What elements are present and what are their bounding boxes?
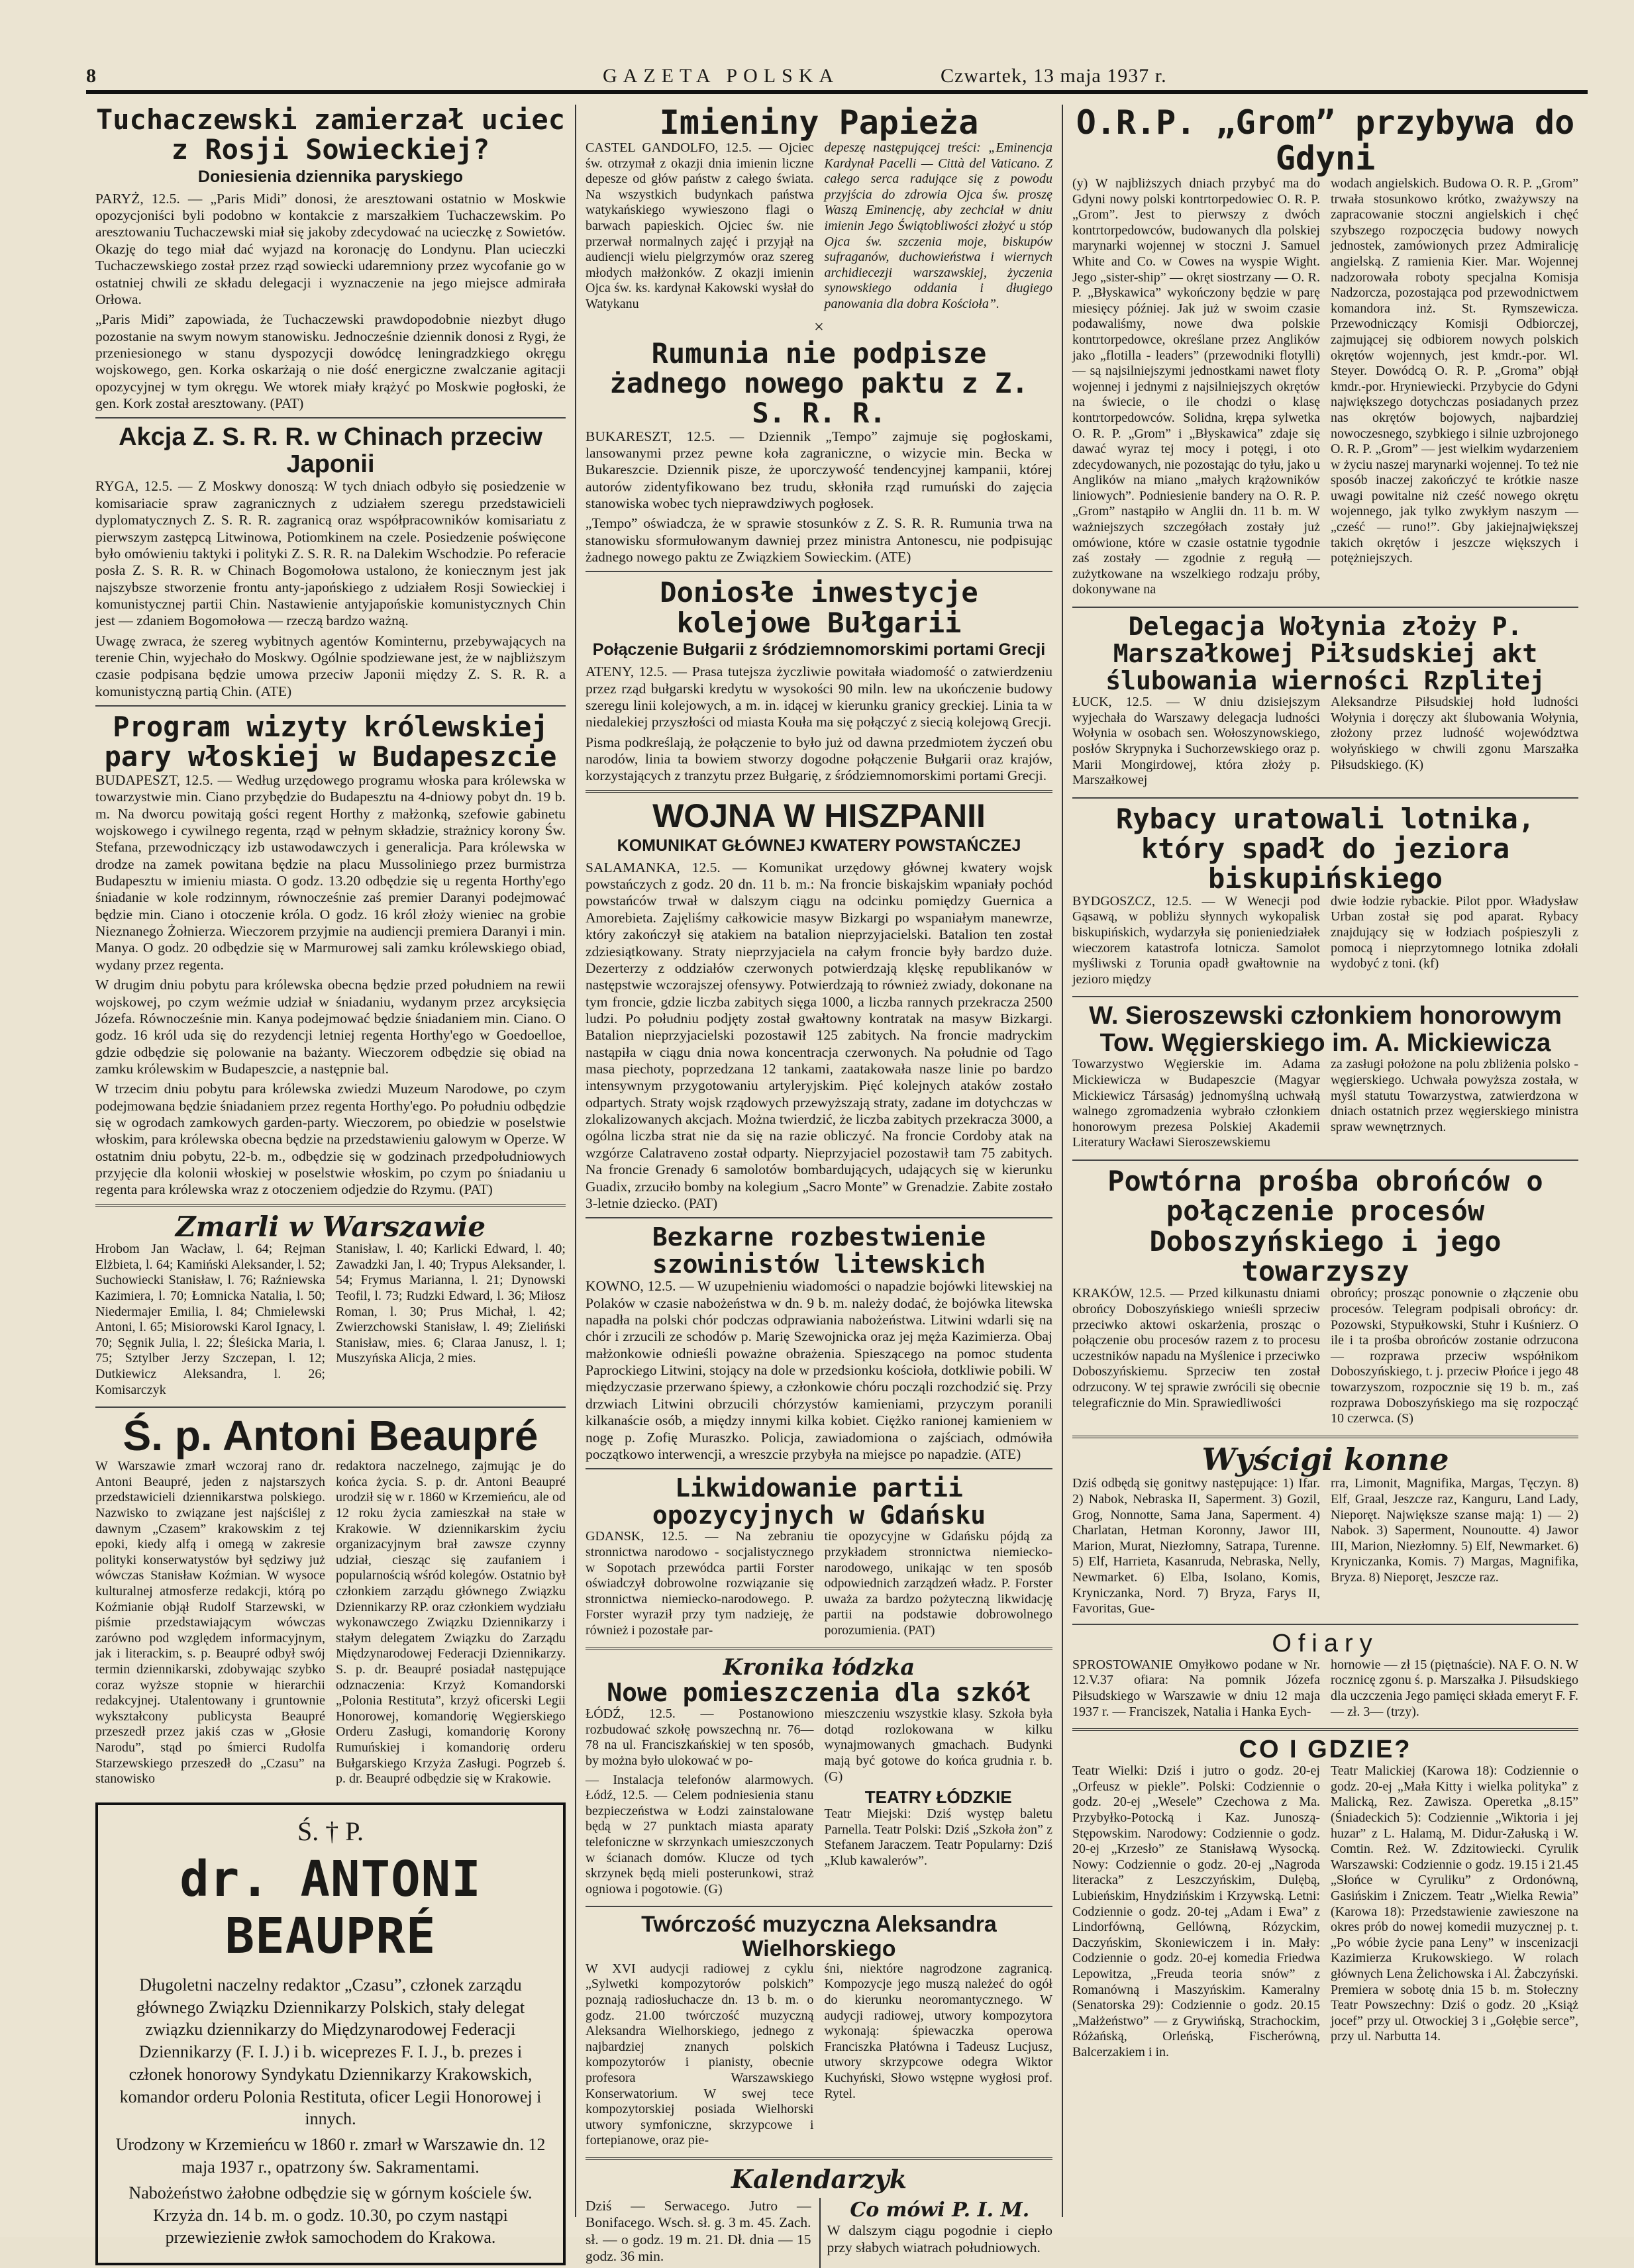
calendar-box bbox=[586, 2198, 1052, 2268]
article-subheadline: Połączenie Bułgarii z śródziemnomorskimi portami Grecji bbox=[592, 640, 1046, 660]
donation-text: hornowie — zł 15 (piętnaście). NA F. O. N. W rocznicę zgonu ś. p. Marszałka J. Piłsudskiego dla uczczenia Jego pamięci składa emeryt F. F. — zł. 3— (trzy). bbox=[1331, 1657, 1578, 1719]
divider bbox=[1072, 1728, 1578, 1731]
article-paragraph: za zasługi położone na polu zbliżenia polsko - węgierskiego. Uchwała powyższa została, w myśl statutu Towarzystwa, zatwierdzona w dniach ostatnich przez węgierskiego ministra spraw wewnętrznych. bbox=[1331, 1057, 1578, 1134]
weather-text: W dalszym ciągu pogodnie i ciepło przy słabych wiatrach południowych. bbox=[827, 2222, 1052, 2255]
divider bbox=[1072, 1159, 1578, 1161]
article-paragraph: Towarzystwo Węgierskie im. Adama Mickiewicza w Budapeszcie (Magyar Mickiewicz Társaság) jednomyślną uchwałą walnego zgromadzenia wybrało członkiem honorowym prezesa Polskiej Akademii Literatury Wacławi Sieroszewskiemu bbox=[1072, 1057, 1320, 1150]
article-paragraph: Aleksandrze Piłsudskiej hołd ludności Wołynia i doręczy akt ślubowania Wołynia, złożony przez ludność województwa wołyńskiego w chwili zgonu Marszałka Piłsudskiego. (K) bbox=[1331, 695, 1578, 772]
article-paragraph: BYDGOSZCZ, 12.5. — W Wenecji pod Gąsawą, w pobliżu słynnych wykopalisk biskupińskich, wydarzyła się ponieniedziałek wieczorem katastrofa lotnicza. Samolot myśliwski z Torunia opadł gwałtownie na jezioro między bbox=[1072, 893, 1320, 987]
article-headline: Nowe pomieszczenia dla szkół bbox=[607, 1678, 1031, 1708]
weather-heading: Co mówi P. I. M. bbox=[850, 2198, 1030, 2222]
article-body bbox=[586, 1961, 1052, 2152]
article-paragraph: KRAKÓW, 12.5. — Przed kilkunastu dniami obrońcy Doboszyńskiego wnieśli sprzeciw przeciwko aktowi oskarżenia, prosząc o połączenie obu procesów razem z to procesu uczestników napadu na Myślenice i przeciwko Doboszyńskiemu. Sprzeciw ten został odrzucony. W tej sprawie zwrócili się obecnie telegraficznie do Min. Sprawiedliwości bbox=[1072, 1286, 1320, 1410]
article-headline: Rumunia nie podpisze żadnego nowego paktu z Z. S. R. R. bbox=[609, 336, 1029, 430]
article-body bbox=[1072, 1286, 1578, 1430]
article-paragraph: ATENY, 12.5. — Prasa tutejsza życzliwie powitała wiadomość o zatwierdzeniu przez rząd bułgarski kredytu w wysokości 90 miln. lew na ukończenie budowy szeregu linii kolejowych, a m. in. idącej w kierunku granicy greckiej. Linia ta w niedalekiej przyszłości od miasta Kouła ma się połączyć z siecią kolejową Grecji. bbox=[586, 664, 1052, 730]
article-headline: O.R.P. „Grom” przybywa do Gdyni bbox=[1076, 103, 1575, 177]
article-headline: Doniosłe inwestycje kolejowe Bułgarii bbox=[660, 576, 978, 639]
race-list bbox=[1072, 1476, 1578, 1618]
article-headline: Twórczość muzyczna Aleksandra Wielhorskiego bbox=[641, 1912, 997, 1962]
article-paragraph: depeszę następującej treści: „Eminencja Kardynał Pacelli — Città del Vaticano. Z całego serca radujące się z powodu przyjścia do zdrowia Ojca św. proszę Waszą Eminencję, aby zechciał w dniu imienin Jego Świątobliwości złożyć u stóp Ojca św. szczenia moje, biskupów sufraganów, duchowieństwa i wiernych archidiecezji warszawskiej, życzenia synowskiego oddania i długiego panowania dla dobra Kościoła”. bbox=[824, 140, 1052, 311]
article-headline: Program wizyty królewskiej pary włoskiej w Budapeszcie bbox=[104, 711, 557, 773]
article-body bbox=[586, 1529, 1052, 1642]
article-paragraph: śni, niektóre nagrodzone zagranicą. Kompozycje jego muszą należeć do ogół do kierunku neoromantycznego. W audycji radiowej, utwory kompozytora wykonają: śpiewaczka operowa Franciszka Płatówna i Tadeusz Lucjusz, utwory skrzypcowe odegra Wiktor Kuchyński, Słowo wstępne wygłosi prof. Rytel. bbox=[824, 1961, 1052, 2101]
masthead bbox=[86, 65, 1588, 89]
section-heading: CO I GDZIE? bbox=[1239, 1736, 1412, 1764]
deceased-name: dr. ANTONI BEAUPRÉ bbox=[179, 1850, 482, 1965]
section-heading: Zmarli w Warszawie bbox=[175, 1210, 486, 1243]
obituary-notice bbox=[95, 1802, 566, 2266]
divider bbox=[586, 2157, 1052, 2160]
article-headline: Imieniny Papieża bbox=[659, 103, 979, 142]
article-paragraph: dwie łodzie rybackie. Pilot ppor. Władysław Urban został się pod aparat. Rybacy znajdujący się w łodziach pośpieszyli z pomocą i nieprzytomnego lotnika zdołali wydobyć z toni. (kf) bbox=[1331, 893, 1578, 971]
obituary-column: Stanisław, l. 40; Karlicki Edward, l. 40; Zawadzki Jan, l. 40; Trypus Aleksander, l. 54; Frymus Marianna, l. 21; Dynowski Teofil, l. 73; Rudzki Edward, l. 36; Miłosz Roman, l. 30; Prus Michał, l. 42; Zwierzchowski Stanisław, l. 49; Zieliński Stanisław, mies. 6; Claraa Janusz, l. 1; Muszyńska Alicja, 2 mies. bbox=[336, 1242, 566, 1366]
columns bbox=[86, 103, 1588, 2265]
article-headline: Ś. p. Antoni Beaupré bbox=[123, 1412, 538, 1460]
article-paragraph: wodach angielskich. Budowa O. R. P. „Grom” trwała stosunkowo krótko, zważywszy na zapracowanie stoczni angielskich i chęć szybszego rozpoczęcia budowy nowych jednostek, zamówionych przez Admiralicję angielską. Z ramienia Kier. Mar. Wojennej nadzorowała roboty specjalna Komisja Nadzorcza, pozostająca pod przewodnictwem komandora inż. St. Rymszewicza. Przewodniczący Komisji Odbiorczej, zajmującej się odbiorem nowych polskich okrętów wojennych, jest kmdr.-por. Wl. Steyer. Dowódcą O. R. P. „Groma” objął kmdr.-por. Hryniewiecki. Przybycie do Gdyni największego dotychczas posiadanych przez nas okrętów bojowych, najbardziej nowoczesnego, szybkiego i silnie uzbrojonego O. R. P. „Grom” — jest wielkim wydarzeniem w życiu naszej marynarki wojennej. To też nie sposób inaczej zakończyć te krótkie nasze uwagi powitalne niż cześć nowego okrętu wojennego, jak tylko zwykłym naszym — „cześć — runo!”. Gby jakiejnajwiększej takich okrętów i jeszcze większych i potężniejszych. bbox=[1331, 176, 1578, 566]
divider bbox=[586, 1217, 1052, 1218]
theatre-listing: Teatr Miejski: Dziś występ baletu Parnella. Teatr Polski: Dziś „Szkoła żon” z Stefanem Jaraczem. Teatr Popularny: Dziś „Klub kawalerów”. bbox=[824, 1806, 1052, 1869]
notice-paragraph: Długoletni naczelny redaktor „Czasu”, członek zarządu głównego Związku Dziennikarzy Polskich, stały delegat związku dziennikarzy do Międzynarodowej Federacji Dziennikarzy (F. I. J.) i b. wiceprezes F. I. J., b. prezes i członek honorowy Syndykatu Dziennikarzy Krakowskich, komandor orderu Polonia Restituta, oficer Legii Honorowej i innych. bbox=[119, 1975, 542, 2129]
divider bbox=[586, 571, 1052, 572]
article-body bbox=[1072, 176, 1578, 601]
article-paragraph: W drugim dniu pobytu para królewska obecna będzie przed południem na rewii wojskowej, po czym weźmie udział w śniadaniu, wydanym przez arcyksięcia Józefa. Równocześnie min. Kanya podejmować będzie śniadaniem min. Ciano. O godz. 16 król uda się do rezydencji letniej regenta Horthy'ego w Goedoelloe, gdzie odbędzie się polowanie na bażanty. Wieczorem odbędzie się obiad na zamku królewskim w Budapeszcie, a następnie bal. bbox=[95, 977, 566, 1077]
article-paragraph: obrońcy; prosząc ponownie o złączenie obu procesów. Telegram podpisali obrońcy: dr. Pozowski, Stypułkowski, Stuhr i Kuśnierz. O ile i ta prośba obrońców zostanie odrzucona — rozprawa przeciw współnikom Doboszyńskiego, t. j. przeciw Płońce i jego 48 towarzyszom, rozpocznie się 19 b. m., zaś rozprawa Doboszyńskiego ma się rozpocząć 10 czerwca. (S) bbox=[1331, 1286, 1578, 1426]
column-3 bbox=[1063, 105, 1588, 2217]
theatre-listing: Teatr Malickiej (Karowa 18): Codziennie o godz. 20-ej „Mała Kitty i wielka polityka” z Malicką, Rez. Zawisza. Operetka „8.15” (Śniadeckich 5): Codziennie „Wiktoria i jej huzar” z L. Halamą, M. Didur-Załuską i W. Comtin. Reż. W. Zdzitowiecki. Cyrulik Warszawski: Codziennie o godz. 19.15 i 21.45 „Słońce w Cyruliku” z Ordonówną, Gasińskim i Zniczem. Teatr „Wielka Rewia” (Karowa 18): Przedstawienie zawieszone na okres prób do nowej komedii muzycznej p. t. „Po wóbie życie pana Leny” w inscenizacji Kazimierza Krukowskiego. W rolach głównych Lena Żelichowska i Al. Żabczyński. Premiera w sobotę dnia 15 b. m. Stołeczny Teatr Powszechny: Dziś o godz. 20 „Książ jocef” przy ul. Otwockiej 3 i „Gołębie serce”, przy ul. Narbutta 14. bbox=[1331, 1763, 1578, 2044]
article-paragraph: CASTEL GANDOLFO, 12.5. — Ojciec św. otrzymał z okazji dnia imienin liczne depesze od głów państw z całego świata. Na wszystkich budynkach państwa watykańskiego wywieszono flagi o barwach papieskich. Ojciec św. nie przerwał normalnych zajęć i przyjął na audiencji wielu pielgrzymów oraz szereg młodych małżonków. Z okazji imienin Ojca św. ks. kardynał Kakowski wysłał do Watykanu bbox=[586, 140, 814, 311]
divider bbox=[95, 705, 566, 707]
issue-date: Czwartek, 13 maja 1937 r. bbox=[941, 65, 1167, 87]
article-paragraph: RYGA, 12.5. — Z Moskwy donoszą: W tych dniach odbyło się posiedzenie w komisariacie spraw zagranicznych z udziałem szeregu przedstawicieli dyplomatycznych Z. S. R. R. zagranicą oraz współpracowników komisariatu z pierwszym zastępcą Litwinowa, Potiomkinem na czele. Posiedzenie poświęcone było omówieniu taktyki i polityki Z. S. R. R. na Dalekim Wschodzie. Po referacie posła Z. S. R. R. w Chinach Bogomołowa ustalono, że koniecznym jest jak najszybsze stworzenie frontu anty-japońskiego z udziałem Rosji Sowieckiej i komunistycznej partii Chin. Nastawienie antyjapońskie komunistycznych Chin jest — zdaniem Bogomołowa — rzeczą bardzo ważną. bbox=[95, 478, 566, 629]
article-body bbox=[1072, 695, 1578, 792]
divider bbox=[1072, 797, 1578, 799]
article-paragraph: (y) W najbliższych dniach przybyć ma do Gdyni nowy polski kontrtorpedowiec O. R. P. „Grom”. Jest to pierwszy z dwóch kontrtorpedowców, budowanych dla polskiej marynarki wojennej w stoczni J. Samuel White and Co. w Cowes na wyspie Wight. Jego „sister-ship” — okręt siostrzany — O. R. P. „Błyskawica” wykończony będzie w parę miesięcy później. Jak już w swoim czasie podawaliśmy, nowe dwa polskie kontrtorpedowce, określane przez Anglików jako „flotilla - leaders” (przewodniki flotylli) — są najsilniejszymi jednostkami nawet floty wojennej i jednymi z najsilniejszych okrętów na świecie, o ile chodzi o klasę kontrtorpedowców. Solidna, krępa sylwetka O. R. P. „Grom” i „Błyskawica” zdaje się dawać wyraz tej mocy i potęgi, i oto zdecydowanych, nie pozostając do tyłu, jako u Anglików na miano „małych krążowników liniowych”. Podniesienie bandery na O. R. P. „Grom” nastąpiło w Anglii dn. 11 b. m. W ważniejszych szczegółach zostały już omówione, które w czasie ostatnie tygodnie zaś zostały — zgodnie z regułą — zużytkowane na wszelkiego rodzaju próby, dokonywane na bbox=[1072, 176, 1320, 597]
article-headline: Akcja Z. S. R. R. w Chinach przeciw Japonii bbox=[119, 423, 542, 479]
theatre-guide bbox=[1072, 1763, 1578, 2061]
donations-list bbox=[1072, 1657, 1578, 1723]
cross-header: Ś. † P. bbox=[297, 1816, 364, 1846]
section-heading: Kronika łódzka bbox=[723, 1653, 915, 1681]
divider bbox=[95, 1406, 566, 1408]
article-paragraph: KOWNO, 12.5. — W uzupełnieniu wiadomości o napadzie bojówki litewskiej na Polaków w czasie nabożeństwa w dn. 9 b. m. należy dodać, że bojówka litewska napadła na polski chór podczas odprawiania nabożeństwa. Litwini wdarli się na chór i zrzucili ze schodów p. Marię Szewojnicka oraz jej męża Kazimierza. Obaj małżonkowie odnieśli poważne obrażenia. Spieszącego na pomoc studenta Paprockiego Litwini, stojący na dole w przedsionku kościoła, dotkliwie pobili. W międzyczasie przerwano śpiewy, a członkowie chóru począli rozchodzić się. Przy drzwiach Litwini obrzucili chórzystów kamieniami, przyczym poranili kilkanaście osób, a między innymi kilka kobiet. Ciężko ranionej kamieniem w nogę p. Zofię Muraszko. Policja, zawiadomiona o zajściach, odmówiła początkowo interwencji, a wreszcie przybyła na miejsce po napadzie. (ATE) bbox=[586, 1278, 1052, 1462]
race-entries: Dziś odbędą się gonitwy następujące: 1) Ifar. 2) Nabok, Nebraska II, Saperment. 3) Gozil, Grog, Nonnotte, Sama Jana, Saperment. 4) Charlatan, Hetman Koronny, Jawor III, Marion, Murat, Niezłomny, Satrapa, Turenne. 5) Elf, Harrieta, Kasanruda, Nebraska, Nelly, Newmarket. 6) Elba, Isolano, Komis, Kryniczanka, Nord. 7) Bryza, Farys II, Favoritas, Gue- bbox=[1072, 1476, 1320, 1616]
article-headline: Delegacja Wołynia złoży P. Marszałkowej Piłsudskiej akt ślubowania wierności Rzplitej bbox=[1105, 612, 1545, 696]
article-paragraph: SALAMANKA, 12.5. — Komunikat urzędowy głównej kwatery wojsk powstańczych z godz. 20 dn. 11 b. m.: Na froncie biskajskim wpaniały pochód powstańców trwał w dalszym ciągu na odcinku pomiędzy Guernica a Amorebieta. Zajęliśmy całkowicie masyw Bizkargi po wspaniałym manewrze, który zakończył się atakiem na batalion nieprzyjacielski. Batalion ten został zdziesiątkowany. Straty nieprzyjaciela na całym froncie były bardzo duże. Dezerterzy z oddziałów czerwonych potwierdzają klęskę republikanów w następstwie wczorajszej ofensywy. Potwierdzają to również zwiady, dokonane na tym froncie, gdzie liczba zabitych sięga 1000, a liczba rannych przekracza 2500 ludzi. Po południu podjęty został gwałtowny kontratak na masyw Bizkargi. Batalion nieprzyjacielski pozostawił 125 zabitych. Na froncie madryckim nastąpiła w ciągu dnia nowa koncentracja czerwonych. Na południe od Tago masa piechoty, poprzedzana 12 tankami, zaatakowała nasze linie po bardzo intensywnym przygotowaniu artyleryjskim. Pięć kolejnych ataków zostało odpartych. Straty wojsk rządowych przewyższają straty, zadane im dotychczas w zlokalizowanych akcjach. Można twierdzić, że liczba zabitych przekracza 3000, a ogólna liczba strat nie da się na razie obliczyć. Na froncie Cordoby atak na wzgórze Calatraveno został odparty. Nieprzyjaciel pozostawił tam 75 zabitych. Na froncie Grenady 6 samolotów bombardujących, udających się w kierunku Guadix, zrzuciło bomby na kolegium „Sacro Monte” w Grenadzie. Zabite zostało 3-letnie dziecko. (PAT) bbox=[586, 859, 1052, 1211]
article-paragraph: Uwagę zwraca, że szereg wybitnych agentów Kominternu, przebywających na terenie Chin, wyjechało do Moskwy. Ogólnie spodziewane jest, że w najbliższym czasie podpisana będzie umowa przeciw Japonii między Z. S. R. R. a komunistyczną partią Chin. (ATE) bbox=[95, 632, 566, 699]
article-paragraph: „Tempo” oświadcza, że w sprawie stosunków z Z. S. R. R. Rumunia trwa na stanowisku sformułowanym dawniej przez ministra Antonescu, nie podpisując żadnego nowego paktu ze Związkiem Sowieckim. (ATE) bbox=[586, 515, 1052, 566]
article-headline: WOJNA W HISZPANII bbox=[652, 797, 986, 834]
divider bbox=[1072, 1624, 1578, 1625]
article-paragraph: ŁÓDŹ, 12.5. — Postanowiono rozbudować szkołę powszechną nr. 76—78 na ul. Franciszkańskiej w ten sposób, by można było ulokować w po- bbox=[586, 1706, 814, 1769]
divider bbox=[95, 1204, 566, 1207]
masthead-rule bbox=[86, 90, 1588, 94]
column-1 bbox=[86, 103, 576, 2247]
article-paragraph: W Warszawie zmarł wczoraj rano dr. Antoni Beaupré, jeden z najstarszych przedstawicieli dziennikarstwa polskiego. Nazwisko to związane jest najściślej z dawnym „Czasem” krakowskim z tej epoki, kiedy alfą i omegą w zakresie polityki konserwatystów był sędziwy już wówczas Stanisław Koźmian. W wysoce kulturalnej atmosferze redakcji, którą po Koźmianie objął Rudolf Starzewski, w piśmie przedstawiającym wówczas zarówno pod względem informacyjnym, jak i literackim, s. p. Beaupré odbył swój termin dziennikarski, zdobywając szybko coraz wyższe stopnie w hierarchii redakcyjnej. Utalentowany i gruntownie wykształcony publicysta Beaupré przeszedł przez jakiś czas w „Głosie Narodu”, stąd po śmierci Rudolfa Starzewskiego przeszedł do „Czasu” na stanowisko bbox=[95, 1459, 325, 1787]
theatre-listing: Teatr Wielki: Dziś i jutro o godz. 20-ej „Orfeusz w piekle”. Polski: Codziennie o godz. 20-ej „Wesele” Czechowa z Ma. Przybyłko-Potocką i Kaz. Junoszą-Stępowskim. Narodowy: Codziennie o godz. 20-ej „Krzesło” ze Stanisławą Wysocką. Nowy: Codziennie o godz. 20-ej „Nagroda literacka” z Leszczyńskim, Dulębą, Lubieńskim, Hnydzińskim i Krzywską. Letni: Codziennie o godz. 20-tej „Adam i Ewa” z Lindorfówną, Gellówną, Rózyckim, Daczyńskim, Skoniewiczem i in. Mały: Codziennie o godz. 20-ej komedia Friedwa Lepowitza, „Freuda teoria snów” z Romanówną i Maszyńskim. Kameralny (Senatorska 29): Codziennie o godz. 20.15 „Małżeństwo” — z Grywińską, Strachockim, Różańską, Orleńską, Fischerówną, Balcerzakiem i in. bbox=[1072, 1763, 1320, 2059]
calendar-text: Dziś — Serwacego. Jutro — Bonifacego. Wsch. sł. g. 3 m. 45. Zach. sł. — o godz. 19 m. 21. Dł. dnia — 15 godz. 36 min. bbox=[586, 2197, 811, 2265]
article-paragraph: BUDAPESZT, 12.5. — Według urzędowego programu włoska para królewska w towarzystwie min. Ciano przybędzie do Budapesztu na 4-dniowy pobyt dn. 19 b. m. Na dworcu powitają gości regent Horthy z małżonką, szefowie gabinetu wojskowego i cywilnego regenta, rząd w pełnym składzie, strażnicy korony Św. Stefana, przewodniczący izb ustawodawczych i generalicja. Para królewska w drodze na zamek powitana będzie na placu Mussoliniego przez burmistrza Budapesztu w imieniu miasta. O godz. 13.20 odbędzie się u regenta Horthy'ego śniadanie w kole rodzinnym, równocześnie zaś premier Daranyi podejmować będzie min. Ciano i otoczenie króla. O godz. 16 król złoży wieniec na grobie Nieznanego Żołnierza. Wieczorem przyjmie na audiencji premiera Daranyi i min. Manya. O godz. 20 odbędzie się w Marmurowej sali zamku królewskiego obiad, wydany przez regenta. bbox=[95, 771, 566, 973]
article-body bbox=[586, 1706, 1052, 1900]
article-subheadline: Doniesienia dziennika paryskiego bbox=[197, 167, 464, 186]
article-headline: Powtórna prośba obrońców o połączenie procesów Doboszyńskiego i jego towarzyszy bbox=[1107, 1164, 1543, 1288]
article-paragraph: W trzecim dniu pobytu para królewska zwiedzi Muzeum Narodowe, po czym podejmowana będzie śniadaniem przez regenta Horthy'ego. Po południu odbędzie się w ogrodach zamkowych garden-party. Wieczorem, po obiedzie w poselstwie włoskim, para królewska obecna będzie na przedstawieniu galowym w Operze. W ostatnim dniu pobytu, 22-b. m., odbędzie się w godzinach przedpołudniowych przyjęcie dla kolonii włoskiej w poselstwie włoskim, po czym po śniadaniu u regenta para królewska wraz z otoczeniem odjedzie do Rzymu. (PAT) bbox=[95, 1081, 566, 1198]
newspaper-title: GAZETA POLSKA bbox=[603, 65, 840, 87]
article-subheadline: KOMUNIKAT GŁÓWNEJ KWATERY POWSTAŃCZEJ bbox=[617, 836, 1021, 855]
article-headline: Bezkarne rozbestwienie szowinistów litewskich bbox=[652, 1222, 986, 1279]
article-headline: W. Sieroszewski członkiem honorowym Tow. Węgierskiego im. A. Mickiewicza bbox=[1089, 1002, 1562, 1058]
article-body bbox=[95, 1459, 566, 1790]
separator-mark: × bbox=[814, 317, 824, 336]
article-paragraph: PARYŻ, 12.5. — „Paris Midi” donosi, że aresztowani ostatnio w Moskwie opozycjoniści byli podobno w kontakcie z marszałkiem Tuchaczewskim. Po aresztowaniu Tuchaczewski miał się jakoby zdecydować na ucieczkę z Sowietów. Okazję do tego miał dać wyjazd na koronację do Londynu. Plan ucieczki Tuchaczewskiego został przez rząd sowiecki udaremniony przez wycofanie go w ostatniej chwili ze składu delegacji i wyznaczenie na jego miejsce admirała Orłowa. bbox=[95, 190, 566, 307]
article-headline: Rybacy uratowali lotnika, który spadł do jeziora biskupińskiego bbox=[1115, 802, 1535, 895]
article-paragraph: BUKARESZT, 12.5. — Dziennik „Tempo” zajmuje się pogłoskami, lansowanymi przez pewne koła zagraniczne, o wizycie min. Becka w Bukareszcie. Dziennik pisze, że uporczywość tendencyjnej kampanii, której autorów zidentyfikowano bez trudu, skłoniła rząd rumuński do zajęcia stanowiska wobec tych nieprawdziwych pogłosek. bbox=[586, 428, 1052, 512]
article-paragraph: redaktora naczelnego, zajmując je do końca życia. S. p. dr. Antoni Beaupré urodził się w r. 1860 w Krzemieńcu, ale od 12 roku życia zamieszkał na stałe w Krakowie. W dziennikarskim życiu organizacyjnym brał zawsze czynny udział, ciesząc się zaufaniem i popularnością wśród kolegów. Ostatnio był członkiem zarządu głównego Związku Dziennikarzy RP. oraz członkiem wydziału wykonawczego Związku Dziennikarzy i stałym delegatem Związku do Zarządu Międzynarodowej Federacji Dziennikarzy. S. p. dr. Beaupré posiadał następujące odznaczenia: Krzyż Komandorski „Polonia Restituta”, krzyż oficerski Legii Honorowej, komandorię Węgierskiego Orderu Zasługi, komandorię Korony Rumuńskiej i komandorię orderu Bułgarskiego Krzyża Zasługi. Pogrzeb ś. p. dr. Beaupré odbędzie się w Krakowie. bbox=[336, 1459, 566, 1787]
divider bbox=[586, 790, 1052, 793]
article-paragraph: Pisma podkreślają, że połączenie to było już od dawna przedmiotem życzeń obu narodów, linia ta bowiem stworzy dogodne połączenie Bułgarii oraz krajów, korzystających z tranzytu przez Bułgarię, z śródziemnomorskimi portami Grecji. bbox=[586, 734, 1052, 784]
divider bbox=[1072, 1436, 1578, 1438]
section-heading: Kalendarzyk bbox=[731, 2163, 907, 2194]
divider bbox=[1072, 996, 1578, 997]
divider bbox=[586, 1906, 1052, 1907]
article-paragraph: GDANSK, 12.5. — Na zebraniu stronnictwa narodowo - socjalistycznego w Sopotach przewódca partii Forster oświadczył dobrowolne rozwiązanie się stronnictwa niemiecko-narodowego. P. Forster wyraził przy tym nadzieję, że również i pozostałe par- bbox=[586, 1529, 814, 1638]
page-number: 8 bbox=[86, 65, 97, 87]
obituary-column: Hrobom Jan Wacław, l. 64; Rejman Elżbieta, l. 64; Kamiński Aleksander, l. 52; Suchowiecki Stanisław, l. 76; Raźniewska Kazimiera, l. 70; Łomnicka Natalia, l. 50; Niedermajer Emilia, l. 84; Chmielewski Antoni, l. 65; Misiorowski Karol Ignacy, l. 70; Sęgnik Julia, l. 22; Śleśicka Maria, l. 75; Sztylber Jerzy Szczepan, l. 12; Dutkiewicz Aleksandra, l. 26; Komisarczyk bbox=[95, 1242, 325, 1397]
article-paragraph: ŁUCK, 12.5. — W dniu dzisiejszym wyjechała do Warszawy delegacja ludności Wołynia w osobach sen. Wołoszynowskiego, posłów Skrypnyka i Suchorzewskiego oraz p. Marii Mongirdowej, która złoży p. Marszałkowej bbox=[1072, 695, 1320, 788]
article-headline: Tuchaczewski zamierzał uciec z Rosji Sowieckiej? bbox=[95, 103, 565, 166]
divider bbox=[586, 1468, 1052, 1469]
column-2 bbox=[576, 103, 1063, 2265]
article-paragraph: mieszczeniu wszystkie klasy. Szkoła była dotąd rozlokowana w kilku wynajmowanych gmachach. Budynki mają być gotowe do końca grudnia r. b. (G) bbox=[824, 1706, 1052, 1784]
divider bbox=[586, 1648, 1052, 1650]
article-paragraph: W XVI audycji radiowej z cyklu „Sylwetki kompozytorów polskich” poznają radiosłuchacze dn. 13 b. m. o godz. 21.00 twórczość muzyczną Aleksandra Wielhorskiego, jednego z najbardziej znanych polskich kompozytorów i pianisty, obecnie profesora Warszawskiego Konserwatorium. W swej tece kompozytorskiej posiada Wielhorski utwory symfoniczne, skrzypcowe i fortepianowe, oraz pie- bbox=[586, 1961, 814, 2148]
donation-text: SPROSTOWANIE Omyłkowo podane w Nr. 12.V.37 ofiara: Na pomnik Józefa Piłsudskiego w Warszawie w dniu 12 maja 1937 r. — Franciszek, Natalia i Hanka Eych- bbox=[1072, 1657, 1320, 1719]
obituary-list bbox=[95, 1242, 566, 1401]
race-entries: rra, Limonit, Magnifika, Margas, Tęczyn. 8) Elf, Graal, Jeszcze raz, Kanguru, Land Lady, Nieporęt. Największe szanse mają: 1) — 2) Nabok. 3) Saperment, Nounoutte. 4) Jawor III, Marion, Niezłomny. 5) Elf, Newmarket. 6) Kryniczanka, Komis. 7) Margas, Magnifika, Bryza. 8) Nieporęt, Jeszcze raz. bbox=[1331, 1476, 1578, 1585]
article-body bbox=[1072, 1057, 1578, 1154]
section-heading: Ofiary bbox=[1272, 1629, 1379, 1657]
divider bbox=[1072, 607, 1578, 608]
article-headline: Likwidowanie partii opozycyjnych w Gdańsku bbox=[652, 1473, 986, 1530]
article-paragraph: — Instalacja telefonów alarmowych. Łódź, 12.5. — Celem podniesienia stanu bezpieczeństwa w Łodzi zainstalowane będą w 27 punktach miasta aparaty telefoniczne w skrzynkach umieszczonych w ścianach domów. Klucze od tych skrzynek będą mieli posterunkowi, straż ogniowa i pogotowie. (G) bbox=[586, 1772, 814, 1897]
section-heading: Wyścigi konne bbox=[1201, 1441, 1449, 1477]
article-paragraph: „Paris Midi” zapowiada, że Tuchaczewski prawdopodobnie niezbyt długo pozostanie na swym nowym stanowisku. Jednocześnie dziennik donosi z Rygi, że przeniesionego w stanu dyspozycji dowódcę leningradzkiego okręgu wojskowego, gen. Korka oskarżają o nie dość energiczne zwalczanie agitacji opozycyjnej w tym okręgu. We wtorek miały krążyć po Moskwie pogłoski, że gen. Kork został aresztowany. (PAT) bbox=[95, 311, 566, 412]
article-body bbox=[586, 140, 1052, 316]
notice-paragraph: Urodzony w Krzemieńcu w 1860 r. zmarł w Warszawie dn. 12 maja 1937 r., opatrzony św. Sakramentami. bbox=[115, 2135, 546, 2177]
article-paragraph: tie opozycyjne w Gdańsku pójdą za przykładem stronnictwa niemiecko-narodowego, unikając w ten sposób odpowiednich zarządzeń władz. P. Forster uważa za bardzo pożyteczną likwidację partii na podstawie dobrowolnego porozumienia. (PAT) bbox=[824, 1529, 1052, 1638]
section-heading: TEATRY ŁÓDZKIE bbox=[864, 1787, 1012, 1808]
divider bbox=[95, 417, 566, 419]
article-body bbox=[1072, 894, 1578, 991]
notice-paragraph: Nabożeństwo żałobne odbędzie się w górnym kościele św. Krzyża dn. 14 b. m. o godz. 10.30, po czym nastąpi przewiezienie zwłok samochodem do Krakowa. bbox=[128, 2183, 533, 2247]
